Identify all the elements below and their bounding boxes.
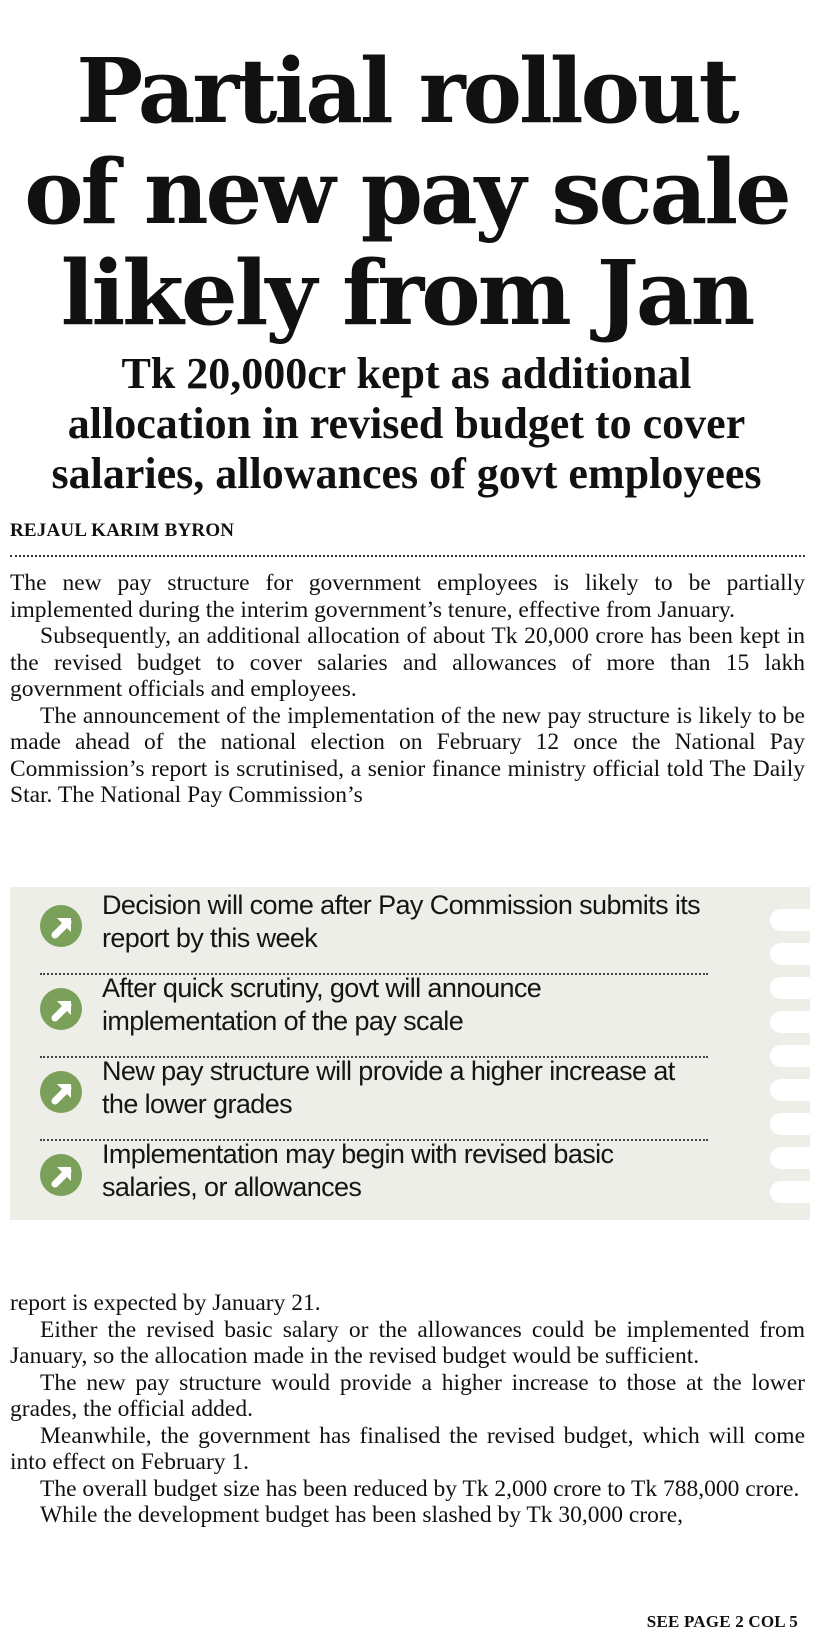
paragraph: The overall budget size has been reduced by Tk 2,000 crore to Tk 788,000 crore. — [40, 1475, 800, 1502]
arrow-icon — [40, 988, 82, 1030]
headline-line: likely from Jan — [60, 240, 753, 345]
decorative-pill — [770, 909, 812, 931]
paragraph: report is expected by January 21. — [10, 1290, 321, 1316]
decorative-pill — [770, 1079, 812, 1101]
subheadline — [0, 349, 813, 499]
paragraph: While the development budget has been slashed by Tk 30,000 crore, — [40, 1502, 684, 1528]
highlights-box — [10, 887, 810, 1220]
headline-line: of new pay scale — [24, 139, 789, 244]
decorative-pill — [770, 1011, 812, 1033]
subheadline-line: allocation in revised budget to cover — [67, 399, 746, 448]
decorative-pill — [770, 1181, 812, 1203]
headline — [0, 40, 813, 343]
decorative-pill — [770, 1113, 812, 1135]
decorative-pill — [770, 1045, 812, 1067]
byline: REJAUL KARIM BYRON — [10, 520, 235, 541]
highlight-text: After quick scrutiny, govt will announce implementation of the pay scale — [102, 973, 542, 1036]
highlight-text: New pay structure will provide a higher increase at the lower grades — [102, 1056, 675, 1119]
paragraph: Meanwhile, the government has finalised the revised budget, which will come into effect on February 1. — [10, 1422, 805, 1475]
highlight-item — [40, 1136, 708, 1222]
arrow-icon — [40, 905, 82, 947]
paragraph: The new pay structure for government employees is likely to be partially implemented during the interim government’s tenure, effective from January. — [10, 570, 805, 623]
paragraph: Subsequently, an additional allocation of about Tk 20,000 crore has been kept in the revised budget to cover salaries and allowances of more than 15 lakh government officials and employees. — [10, 623, 805, 702]
continuation-note: SEE PAGE 2 COL 5 — [646, 1612, 798, 1631]
highlight-item — [40, 1053, 708, 1141]
arrow-icon — [40, 1154, 82, 1196]
highlight-item — [40, 970, 708, 1058]
paragraph: The announcement of the implementation of the new pay structure is likely to be made ahead of the national election on February 12 once the National Pay Commission’s report is scrutinised, a senior finance ministry official told The Daily Star. The National Pay Commission’s — [10, 702, 805, 808]
highlight-text: Decision will come after Pay Commission submits its report by this week — [102, 890, 701, 953]
decorative-pill — [770, 943, 812, 965]
paragraph: Either the revised basic salary or the allowances could be implemented from January, so the allocation made in the revised budget would be sufficient. — [10, 1316, 805, 1369]
subheadline-line: salaries, allowances of govt employees — [51, 449, 762, 498]
subheadline-line: Tk 20,000cr kept as additional — [121, 349, 692, 398]
decorative-pill — [770, 977, 812, 999]
highlight-item — [40, 887, 708, 975]
article-body-bottom — [10, 1290, 805, 1529]
paragraph: The new pay structure would provide a higher increase to those at the lower grades, the official added. — [10, 1369, 805, 1422]
decorative-pill — [770, 1147, 812, 1169]
article-body-top — [10, 570, 805, 809]
arrow-icon — [40, 1071, 82, 1113]
byline-divider — [10, 555, 805, 557]
headline-line: Partial rollout — [76, 38, 737, 143]
highlight-text: Implementation may begin with revised basic salaries, or allowances — [102, 1139, 614, 1202]
